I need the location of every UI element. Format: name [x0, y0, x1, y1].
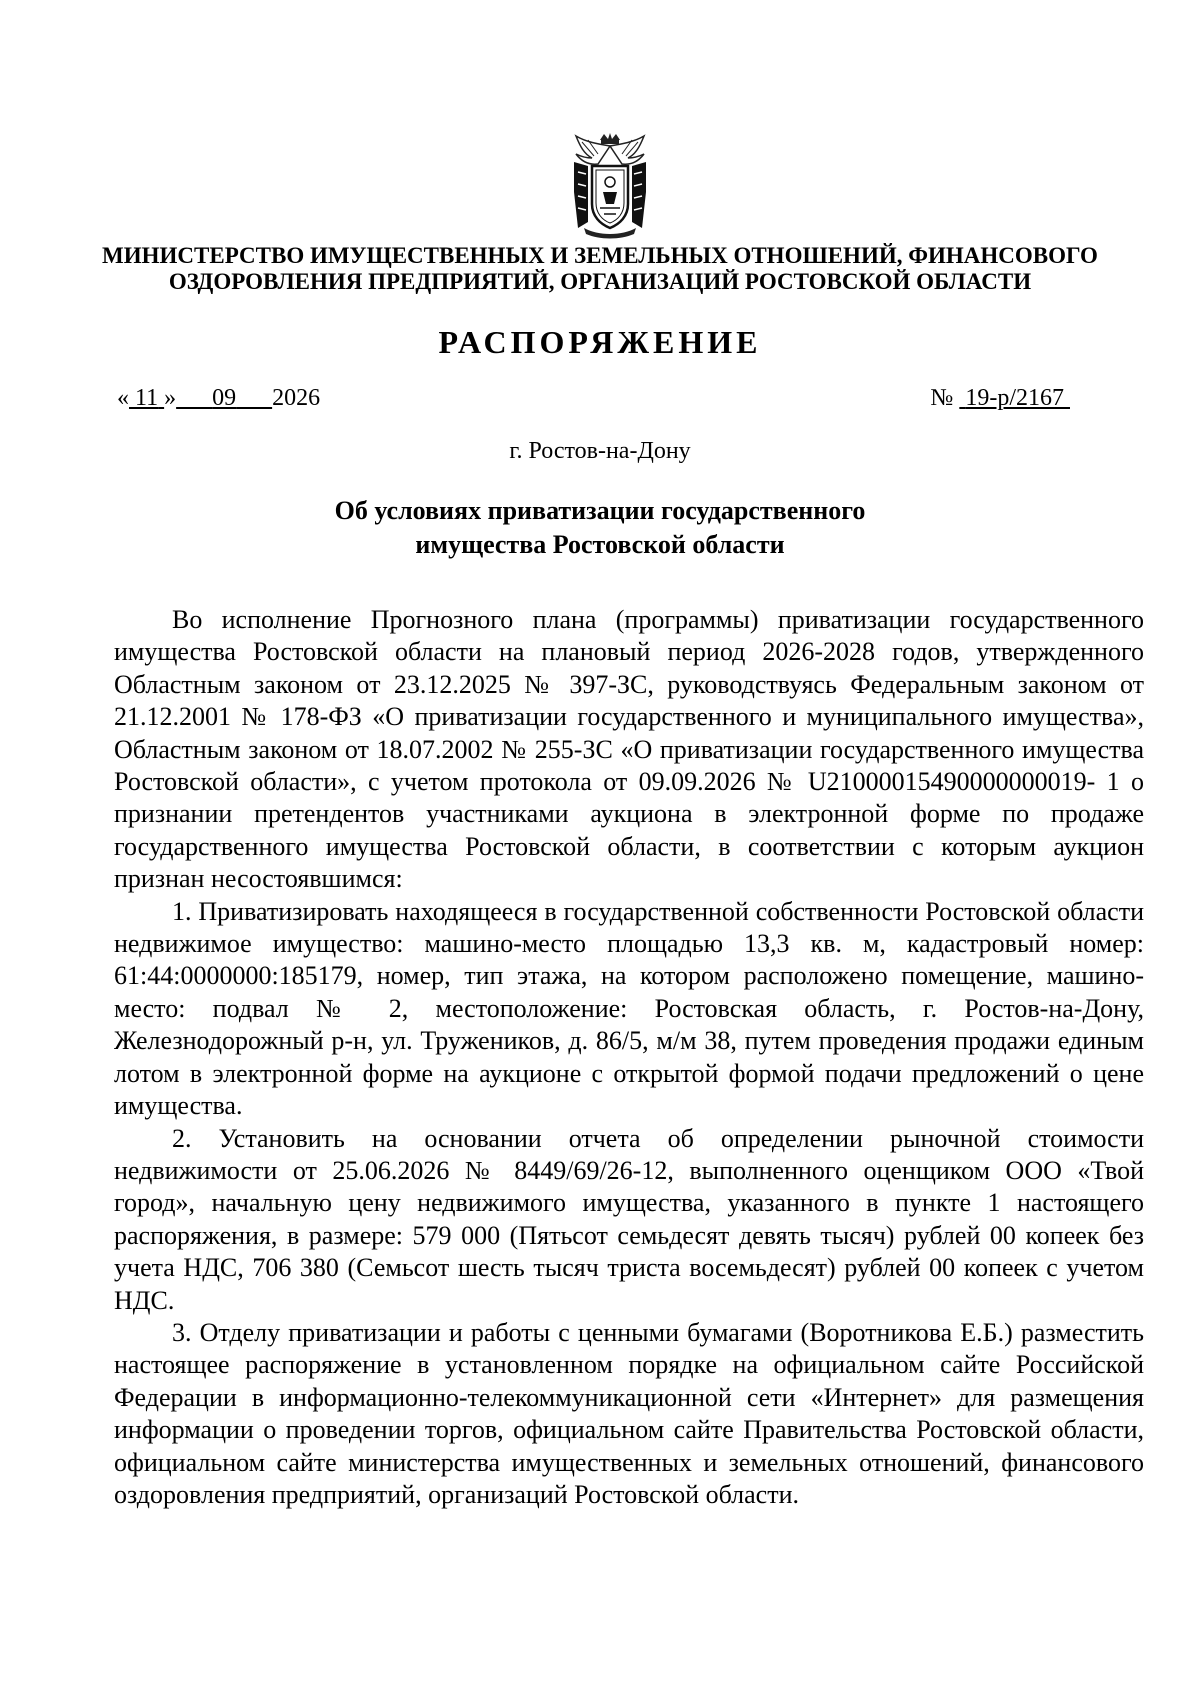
subject-line-2: имущества Ростовской области [415, 530, 785, 559]
item-1-paragraph: 1. Приватизировать находящееся в государственной собственности Ростовской области недвижимое имущество: машино-место площадью 13,3 кв. м, кадастровый номер: 61:44:0000000:185179, номер, тип этажа, на котором расположено помещение, машино-место: подвал № 2, местоположение: Ростовская область, г. Ростов-на-Дону, Железнодорожный р-н, ул. Тружеников, д. 86/5, м/м 38, путем проведения продажи единым лотом в электронной форме на аукционе с открытой формой подачи предложений о цене имущества. [114, 896, 1144, 1121]
preamble-paragraph: Во исполнение Прогнозного плана (программы) приватизации государственного имущества Ростовской области на плановый период 2026-2028 годов, утвержденного Областным законом от 23.12.2025 № 397-ЗС, руководствуясь Федеральным законом от 21.12.2001 № 178-ФЗ «О приватизации государственного и муниципального имущества», Областным законом от 18.07.2002 № 255-ЗС «О приватизации государственного имущества Ростовской области», с учетом протокола от 09.09.2026 № U21000015490000000019- 1 о признании претендентов участниками аукциона в электронной форме по продаже государственного имущества Ростовской области, в соответствии с которым аукцион признан несостоявшимся: [114, 605, 1144, 894]
subject-line-1: Об условиях приватизации государственного [334, 496, 866, 525]
ministry-line-1: МИНИСТЕРСТВО ИМУЩЕСТВЕННЫХ И ЗЕМЕЛЬНЫХ ОТНОШЕНИЙ, ФИНАНСОВОГО [102, 243, 1098, 268]
number-prefix: № [930, 385, 954, 411]
date-year: 2026 [272, 385, 321, 411]
coat-of-arms-icon [570, 132, 650, 240]
document-body [114, 604, 1144, 1511]
document-subject [100, 494, 1100, 562]
ministry-name [100, 243, 1100, 295]
document-date: « 11 » 09 2026 [117, 385, 321, 411]
date-month: 09 [212, 385, 237, 411]
document-type-title: РАСПОРЯЖЕНИЕ [438, 324, 762, 360]
item-2-paragraph: 2. Установить на основании отчета об определении рыночной стоимости недвижимости от 25.06.2026 № 8449/69/26-12, выполненного оценщиком ООО «Твой город», начальную цену недвижимого имущества, указанного в пункте 1 настоящего распоряжения, в размере: 579 000 (Пятьсот семьдесят девять тысяч) рублей 00 копеек без учета НДС, 706 380 (Семьсот шесть тысяч триста восемьдесят) рублей 00 копеек с учетом НДС. [114, 1123, 1144, 1315]
item-3-paragraph: 3. Отделу приватизации и работы с ценными бумагами (Воротникова Е.Б.) разместить настоящее распоряжение в установленном порядке на официальном сайте Российской Федерации в информационно-телекоммуникационной сети «Интернет» для размещения информации о проведении торгов, официальном сайте Правительства Ростовской области, официальном сайте министерства имущественных и земельных отношений, финансового оздоровления предприятий, организаций Ростовской области. [114, 1317, 1144, 1509]
date-day: 11 [135, 385, 159, 411]
document-city: г. Ростов-на-Дону [509, 438, 691, 464]
ministry-line-2: ОЗДОРОВЛЕНИЯ ПРЕДПРИЯТИЙ, ОРГАНИЗАЦИЙ РОСТОВСКОЙ ОБЛАСТИ [168, 269, 1032, 294]
document-number [930, 383, 1070, 413]
number-value: 19-р/2167 [965, 385, 1064, 411]
